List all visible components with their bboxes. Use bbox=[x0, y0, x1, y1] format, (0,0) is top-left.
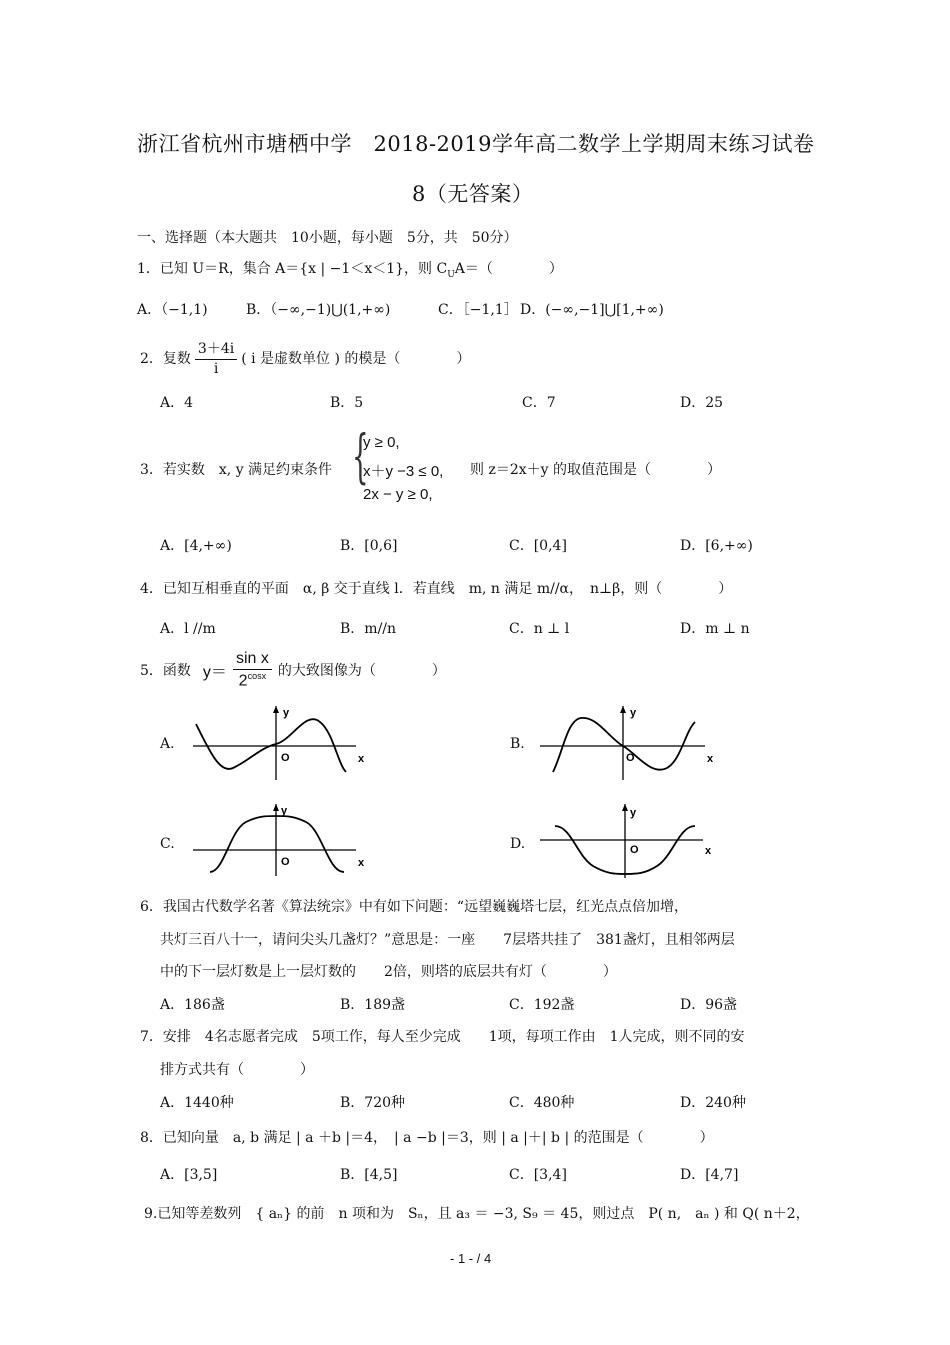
origin-label: O bbox=[281, 856, 290, 868]
q5-label-c: C. bbox=[160, 836, 175, 852]
q7-option-c: C．480种 bbox=[509, 1095, 575, 1111]
q4-option-c: C．n ⊥ l bbox=[509, 621, 570, 637]
q6-option-a: A．186盏 bbox=[160, 997, 225, 1013]
q7-option-a: A．1440种 bbox=[160, 1095, 234, 1111]
y-label: y bbox=[630, 807, 637, 819]
q5-prefix: 5．函数 bbox=[140, 663, 191, 680]
q3-constraint-3: 2x − y ≥ 0, bbox=[363, 486, 433, 503]
q5-label-b: B. bbox=[510, 736, 525, 752]
q5-base: 2 bbox=[238, 672, 248, 690]
q8-option-b: B．[4,5] bbox=[340, 1167, 398, 1183]
y-label: y bbox=[283, 707, 290, 719]
q5-numerator: sin x bbox=[233, 650, 272, 670]
q6-option-d: D．96盏 bbox=[680, 997, 738, 1013]
title-line-2: 8（无答案） bbox=[412, 182, 534, 206]
q7-option-d: D．240种 bbox=[680, 1095, 746, 1111]
y-arrow bbox=[620, 706, 626, 713]
q2-option-a: A．4 bbox=[160, 395, 194, 411]
q4-option-a: A．l //m bbox=[160, 621, 216, 637]
q5-graph-d bbox=[535, 800, 725, 880]
q6-option-c: C．192盏 bbox=[509, 997, 575, 1013]
q2-numerator: 3＋4i bbox=[195, 338, 237, 360]
q2-fraction bbox=[195, 338, 237, 377]
y-arrow bbox=[273, 804, 279, 811]
origin-label: O bbox=[626, 752, 635, 764]
origin-label: O bbox=[630, 844, 639, 856]
q5-label-d: D. bbox=[510, 836, 526, 852]
q5-y: y＝ bbox=[202, 663, 227, 681]
x-label: x bbox=[358, 753, 365, 765]
question-8: 8．已知向量 a, b 满足 | a ＋b |＝4， | a −b |＝3，则 | a |＋| b | 的范围是（ ） bbox=[140, 1130, 714, 1146]
q4-option-d: D．m ⊥ n bbox=[680, 621, 750, 637]
q1-tail: A＝（ ） bbox=[454, 261, 563, 277]
q2-tail: ( i 是虚数单位 ) 的模是（ ） bbox=[241, 350, 471, 367]
question-2 bbox=[140, 338, 470, 377]
q6-line-1: 6．我国古代数学名著《算法统宗》中有如下问题：“远望巍巍塔七层，红光点点倍加增， bbox=[140, 899, 689, 915]
q5-fraction bbox=[233, 650, 272, 690]
q3-option-c: C．[0,4] bbox=[509, 538, 567, 554]
y-arrow bbox=[622, 804, 628, 811]
q5-graph-a bbox=[188, 702, 378, 782]
page-number: - 1 - / 4 bbox=[450, 1251, 492, 1266]
q2-denominator: i bbox=[213, 361, 219, 377]
q3-prefix: 3．若实数 x, y 满足约束条件 bbox=[140, 462, 333, 478]
title-line-1: 浙江省杭州市塘栖中学 2018-2019学年高二数学上学期周末练习试卷 bbox=[137, 132, 815, 156]
q1-sub: U bbox=[447, 269, 455, 280]
y-label: y bbox=[630, 707, 637, 719]
curve bbox=[553, 718, 695, 772]
q2-option-d: D．25 bbox=[680, 395, 724, 411]
q5-graph-c bbox=[188, 800, 378, 878]
q1-option-b: B．（−∞,−1)⋃(1,+∞) bbox=[246, 302, 391, 318]
y-label: y bbox=[281, 805, 288, 817]
q3-brace: { bbox=[352, 422, 369, 490]
q5-tail: 的大致图像为（ ） bbox=[277, 663, 446, 680]
q5-denominator bbox=[239, 670, 266, 690]
q5-exponent: cosx bbox=[247, 671, 267, 681]
q1-option-d: D．(−∞,−1]⋃[1,+∞) bbox=[520, 302, 664, 318]
q8-option-a: A．[3,5] bbox=[160, 1167, 218, 1183]
x-label: x bbox=[705, 845, 712, 857]
q6-option-b: B．189盏 bbox=[340, 997, 406, 1013]
q3-constraint-1: y ≥ 0, bbox=[363, 434, 400, 451]
q3-option-b: B．[0,6] bbox=[340, 538, 398, 554]
q7-line-2: 排方式共有（ ） bbox=[160, 1062, 314, 1078]
q6-line-2: 共灯三百八十一，请问尖头几盏灯？”意思是：一座 7层塔共挂了 381盏灯，且相邻两层 bbox=[160, 932, 735, 948]
q1-stem: 1．已知 U＝R，集合 A＝{x | −1＜x＜1}，则 C bbox=[137, 261, 448, 277]
q1-option-c: C．［−1,1］ bbox=[438, 302, 518, 318]
q7-option-b: B．720种 bbox=[340, 1095, 406, 1111]
question-1 bbox=[137, 258, 563, 280]
q3-tail: 则 z＝2x＋y 的取值范围是（ ） bbox=[470, 462, 721, 478]
q1-option-a: A．（−1,1) bbox=[137, 302, 208, 318]
q2-option-c: C．7 bbox=[522, 395, 556, 411]
q3-constraint-2: x＋y −3 ≤ 0, bbox=[363, 463, 444, 480]
q7-line-1: 7．安排 4名志愿者完成 5项工作，每人至少完成 1项，每项工作由 1人完成，则不同的安 bbox=[140, 1029, 745, 1045]
q3-option-d: D．[6,+∞) bbox=[680, 538, 753, 554]
q8-option-d: D．[4,7] bbox=[680, 1167, 739, 1183]
q2-option-b: B．5 bbox=[330, 395, 364, 411]
x-label: x bbox=[358, 857, 365, 869]
q8-option-c: C．[3,4] bbox=[509, 1167, 567, 1183]
y-arrow bbox=[273, 706, 279, 713]
question-9: 9.已知等差数列 { aₙ} 的前 n 项和为 Sₙ，且 a₃ ＝ −3, S₉ ＝ 45，则过点 P( n, aₙ ) 和 Q( n＋2， bbox=[144, 1206, 810, 1222]
question-4: 4．已知互相垂直的平面 α, β 交于直线 l．若直线 m, n 满足 m//α， n⊥β，则（ ） bbox=[140, 581, 733, 597]
q4-option-b: B．m//n bbox=[340, 621, 397, 637]
origin-label: O bbox=[281, 752, 290, 764]
section-heading: 一、选择题（本大题共 10小题，每小题 5分，共 50分） bbox=[137, 230, 518, 246]
q5-label-a: A. bbox=[160, 736, 175, 752]
q6-line-3: 中的下一层灯数是上一层灯数的 2倍，则塔的底层共有灯（ ） bbox=[160, 964, 617, 980]
q2-prefix: 2．复数 bbox=[140, 350, 191, 367]
q3-option-a: A．[4,+∞) bbox=[160, 538, 232, 554]
x-label: x bbox=[707, 753, 714, 765]
curve bbox=[210, 816, 344, 872]
q5-graph-b bbox=[535, 702, 725, 782]
question-5 bbox=[140, 650, 446, 690]
